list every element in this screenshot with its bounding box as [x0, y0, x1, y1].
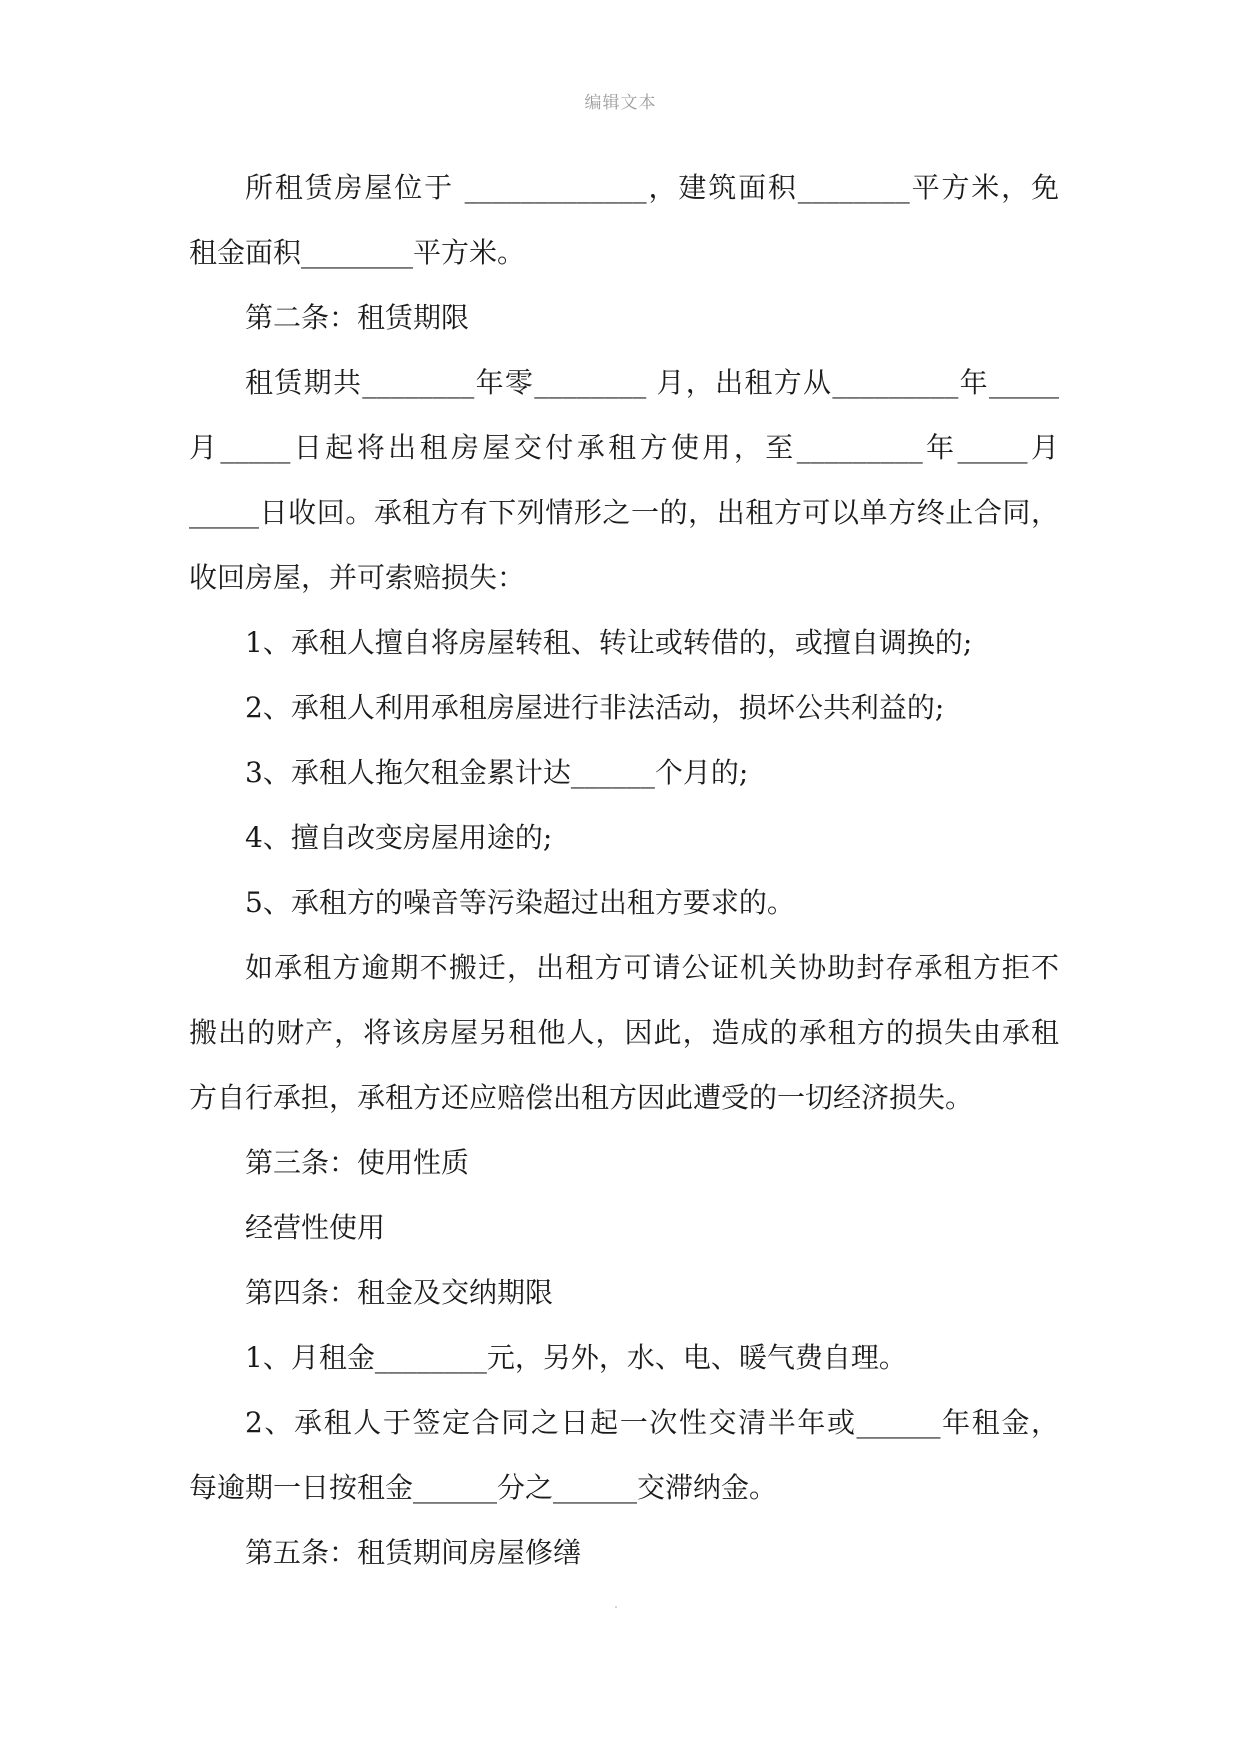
paragraph-line: 每逾期一日按租金______分之______交滞纳金。 — [189, 1471, 778, 1504]
section-heading: 第四条：租金及交纳期限 — [245, 1276, 554, 1309]
list-item: 2、承租人利用承租房屋进行非法活动，损坏公共利益的; — [245, 691, 945, 724]
list-item: 1、承租人擅自将房屋转租、转让或转借的，或擅自调换的; — [245, 626, 973, 659]
list-item: 5、承租方的噪音等污染超过出租方要求的。 — [245, 886, 795, 919]
paragraph-line: 收回房屋，并可索赔损失： — [189, 561, 526, 594]
paragraph-line: 经营性使用 — [245, 1211, 386, 1244]
list-item: 2、承租人于签定合同之日起一次性交清半年或______年租金， — [245, 1406, 1059, 1439]
paragraph-line: 租金面积________平方米。 — [189, 236, 526, 269]
section-heading: 第三条：使用性质 — [245, 1146, 470, 1179]
footer-mark — [615, 1606, 617, 1608]
paragraph-line: 租赁期共________年零________ 月，出租方从_________年_____ — [245, 366, 1059, 399]
list-item: 3、承租人拖欠租金累计达______个月的; — [245, 756, 749, 789]
paragraph-line: _____日收回。承租方有下列情形之一的，出租方可以单方终止合同， — [189, 496, 1059, 529]
paragraph-line: 月_____日起将出租房屋交付承租方使用，至_________年_____月 — [189, 431, 1059, 464]
list-item: 4、擅自改变房屋用途的; — [245, 821, 553, 854]
document-body — [189, 155, 1059, 1585]
section-heading: 第五条：租赁期间房屋修缮 — [245, 1536, 582, 1569]
paragraph-line: 方自行承担，承租方还应赔偿出租方因此遭受的一切经济损失。 — [189, 1081, 974, 1114]
section-heading: 第二条：租赁期限 — [245, 301, 470, 334]
paragraph-line: 搬出的财产，将该房屋另租他人，因此，造成的承租方的损失由承租 — [189, 1016, 1059, 1049]
page-header: 编辑文本 — [584, 93, 657, 113]
list-item: 1、月租金________元，另外，水、电、暖气费自理。 — [245, 1341, 907, 1374]
paragraph-line: 如承租方逾期不搬迁，出租方可请公证机关协助封存承租方拒不 — [245, 951, 1059, 984]
paragraph-line: 所租赁房屋位于 _____________，建筑面积________平方米，免 — [245, 171, 1059, 204]
